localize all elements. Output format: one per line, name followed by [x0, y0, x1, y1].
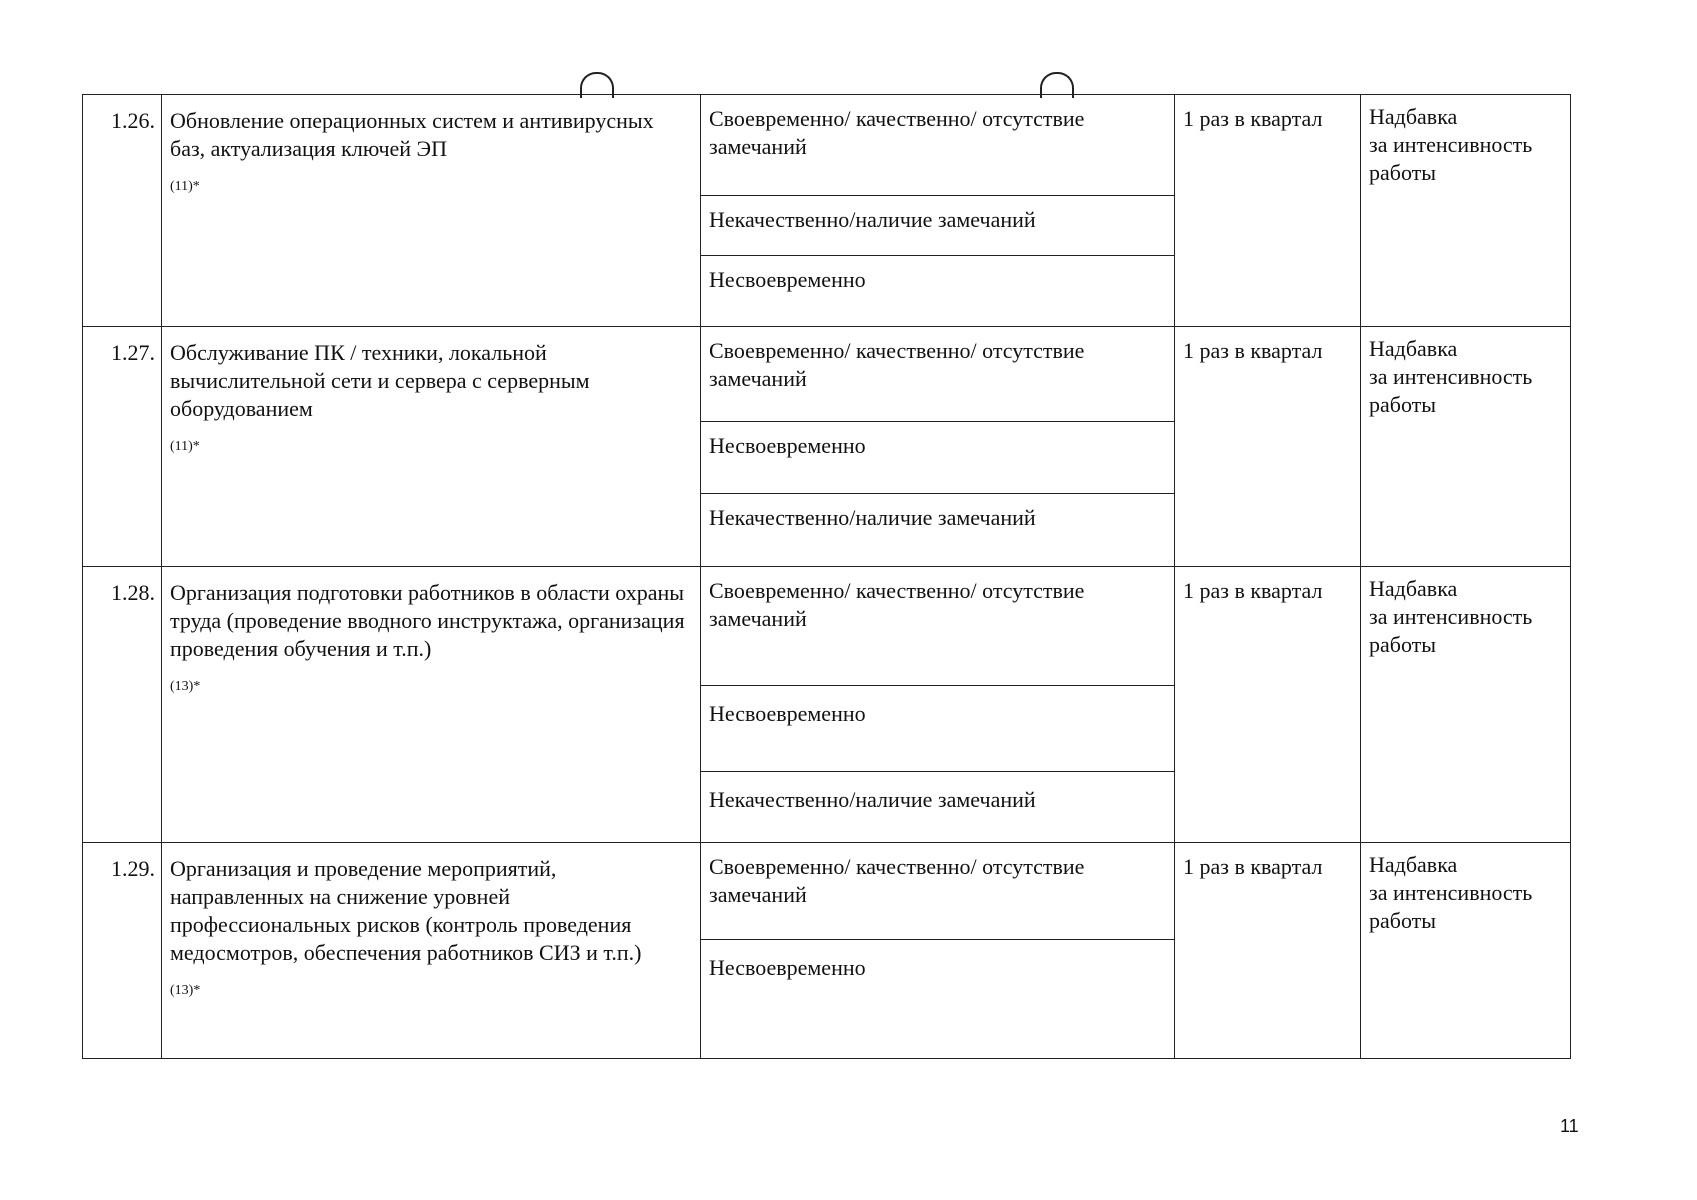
payment-type-line: за интенсивность — [1369, 880, 1533, 905]
frequency-cell: 1 раз в квартал — [1175, 95, 1361, 327]
payment-type-line: за интенсивность — [1369, 132, 1533, 157]
row-note: (13)* — [170, 679, 201, 694]
payment-type-line: работы — [1369, 632, 1437, 657]
payment-type-line: за интенсивность — [1369, 604, 1533, 629]
criteria-cell — [701, 327, 1175, 567]
payment-type-cell — [1361, 843, 1571, 1059]
table-row — [83, 567, 1571, 843]
criteria-table — [82, 94, 1571, 1059]
row-description: Обновление операционных систем и антивирусных баз, актуализация ключей ЭП — [170, 108, 654, 161]
payment-type-cell — [1361, 95, 1571, 327]
row-description: Обслуживание ПК / техники, локальной вычислительной сети и сервера с серверным оборудованием — [170, 340, 590, 421]
criterion-item: Некачественно/наличие замечаний — [701, 493, 1174, 567]
row-number: 1.29. — [83, 843, 162, 1059]
payment-type-line: работы — [1369, 392, 1437, 417]
row-description-cell — [162, 843, 701, 1059]
table-row — [83, 95, 1571, 327]
criterion-item: Некачественно/наличие замечаний — [701, 195, 1174, 255]
table-row — [83, 327, 1571, 567]
row-note: (13)* — [170, 983, 201, 998]
criterion-item: Несвоевременно — [701, 939, 1174, 1059]
criterion-item: Своевременно/ качественно/ отсутствие замечаний — [709, 338, 1085, 391]
criterion-item: Своевременно/ качественно/ отсутствие замечаний — [709, 854, 1085, 907]
frequency-cell: 1 раз в квартал — [1175, 843, 1361, 1059]
payment-type-line: за интенсивность — [1369, 364, 1533, 389]
page-number: 11 — [1560, 1116, 1579, 1136]
row-note: (11)* — [170, 439, 200, 454]
frequency-cell: 1 раз в квартал — [1175, 567, 1361, 843]
payment-type-line: Надбавка — [1369, 336, 1458, 361]
criteria-cell — [701, 567, 1175, 843]
row-number: 1.26. — [83, 95, 162, 327]
payment-type-line: Надбавка — [1369, 104, 1458, 129]
criterion-item: Некачественно/наличие замечаний — [701, 771, 1174, 843]
frequency-cell: 1 раз в квартал — [1175, 327, 1361, 567]
row-description-cell — [162, 327, 701, 567]
row-note: (11)* — [170, 179, 200, 194]
payment-type-line: Надбавка — [1369, 576, 1458, 601]
criterion-item: Несвоевременно — [701, 685, 1174, 771]
criterion-item: Несвоевременно — [701, 421, 1174, 493]
row-description: Организация подготовки работников в области охраны труда (проведение вводного инструктажа, организация проведения обучения и т.п.) — [170, 580, 685, 661]
row-number: 1.27. — [83, 327, 162, 567]
row-number: 1.28. — [83, 567, 162, 843]
payment-type-cell — [1361, 327, 1571, 567]
row-description-cell — [162, 95, 701, 327]
criterion-item: Своевременно/ качественно/ отсутствие замечаний — [709, 578, 1085, 631]
criterion-item: Своевременно/ качественно/ отсутствие замечаний — [709, 106, 1085, 159]
payment-type-line: работы — [1369, 908, 1437, 933]
payment-type-cell — [1361, 567, 1571, 843]
payment-type-line: Надбавка — [1369, 852, 1458, 877]
criterion-item: Несвоевременно — [701, 255, 1174, 327]
criteria-cell — [701, 95, 1175, 327]
payment-type-line: работы — [1369, 160, 1437, 185]
criteria-cell — [701, 843, 1175, 1059]
row-description: Организация и проведение мероприятий, направленных на снижение уровней профессиональных рисков (контроль проведения медосмотров, обеспечения работников СИЗ и т.п.) — [170, 856, 642, 965]
table-row — [83, 843, 1571, 1059]
row-description-cell — [162, 567, 701, 843]
